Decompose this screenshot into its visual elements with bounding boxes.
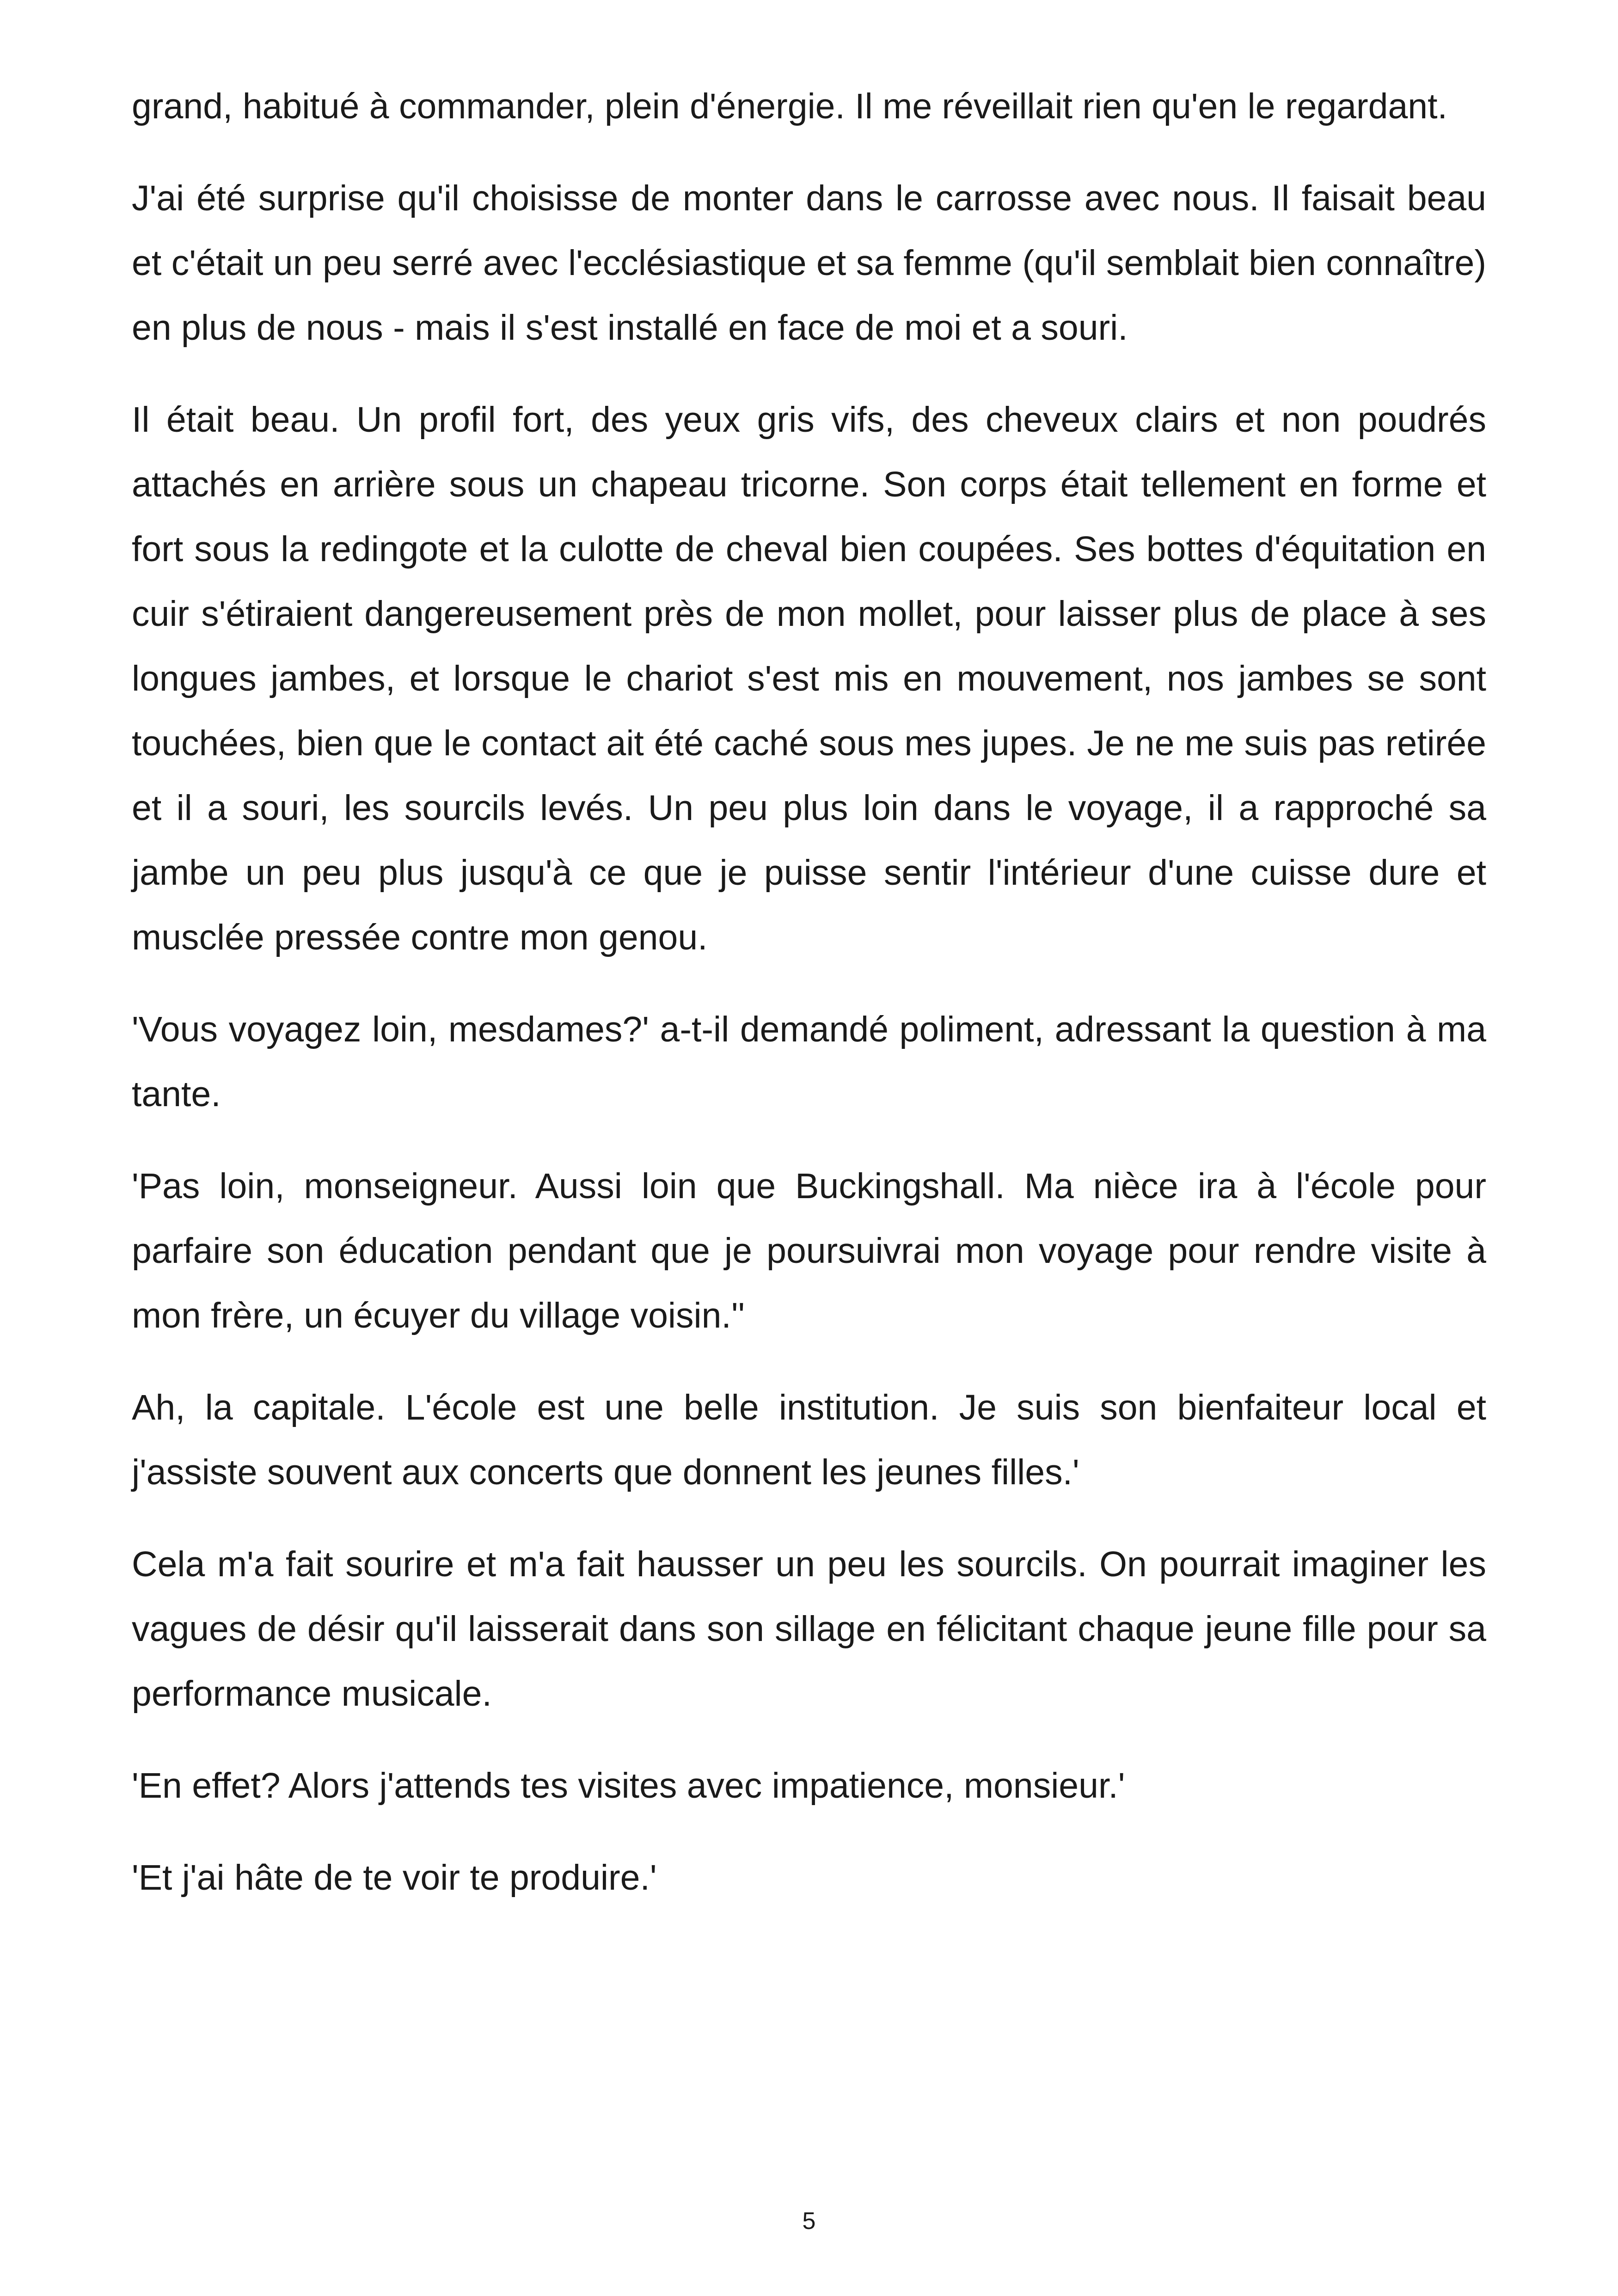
paragraph: 'Et j'ai hâte de te voir te produire.': [132, 1858, 657, 1898]
paragraph: grand, habitué à commander, plein d'énergie. Il me réveillait rien qu'en le regardant.: [132, 86, 1447, 126]
page-number: 5: [802, 2208, 816, 2235]
body-text: [132, 74, 1486, 1937]
paragraph: 'Pas loin, monseigneur. Aussi loin que Buckingshall. Ma nièce ira à l'école pour parfaire son éducation pendant que je poursuivrai mon voyage pour rendre visite à mon frère, un écuyer du village voisin.'': [132, 1166, 1486, 1335]
paragraph: Cela m'a fait sourire et m'a fait hausser un peu les sourcils. On pourrait imaginer les vagues de désir qu'il laisserait dans son sillage en félicitant chaque jeune fille pour sa performance musicale.: [132, 1544, 1486, 1714]
paragraph: J'ai été surprise qu'il choisisse de monter dans le carrosse avec nous. Il faisait beau et c'était un peu serré avec l'ecclésiastique et sa femme (qu'il semblait bien connaître) en plus de nous - mais il s'est installé en face de moi et a souri.: [132, 178, 1486, 348]
paragraph: Ah, la capitale. L'école est une belle institution. Je suis son bienfaiteur local et j'assiste souvent aux concerts que donnent les jeunes filles.': [132, 1388, 1486, 1492]
paragraph: 'En effet? Alors j'attends tes visites avec impatience, monsieur.': [132, 1766, 1125, 1806]
paragraph: Il était beau. Un profil fort, des yeux gris vifs, des cheveux clairs et non poudrés attachés en arrière sous un chapeau tricorne. Son corps était tellement en forme et fort sous la redingote et la culotte de cheval bien coupées. Ses bottes d'équitation en cuir s'étiraient dangereusement près de mon mollet, pour laisser plus de place à ses longues jambes, et lorsque le chariot s'est mis en mouvement, nos jambes se sont touchées, bien que le contact ait été caché sous mes jupes. Je ne me suis pas retirée et il a souri, les sourcils levés. Un peu plus loin dans le voyage, il a rapproché sa jambe un peu plus jusqu'à ce que je puisse sentir l'intérieur d'une cuisse dure et musclée pressée contre mon genou.: [132, 400, 1486, 957]
paragraph: 'Vous voyagez loin, mesdames?' a-t-il demandé poliment, adressant la question à ma tante.: [132, 1010, 1486, 1114]
